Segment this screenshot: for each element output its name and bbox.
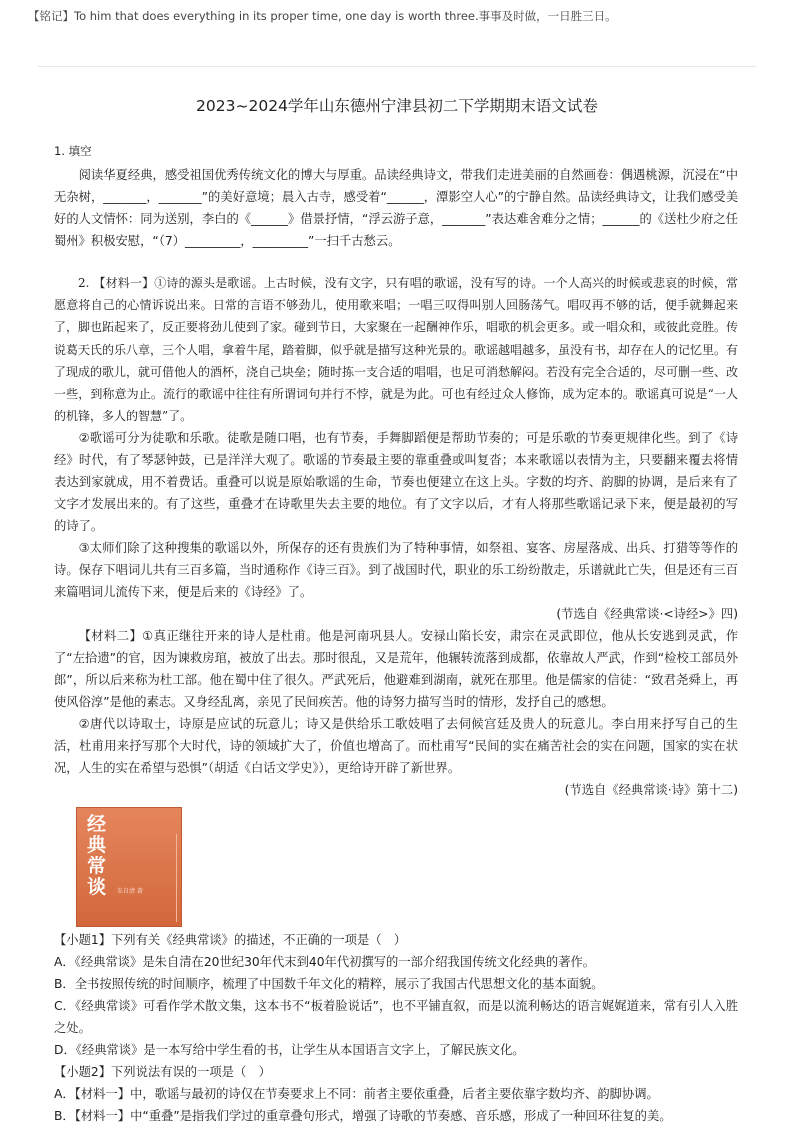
material-1-paragraph-1: 2. 【材料一】①诗的源头是歌谣。上古时候，没有文字，只有唱的歌谣，没有写的诗。一个人高兴的时候或悲哀的时候，常愿意将自己的心情诉说出来。日常的言语不够劲儿，使用歌来唱；一唱三叹得叫别人回肠荡气。唱叹再不够的话，便手就舞起来了，脚也跖起来了，反正要将劲儿使到了家。碰到节日，大家聚在一起酬神作乐，唱歌的机会更多。或一唱众和，或彼此竞胜。传说葛天氏的乐八章，三个人唱，拿着牛尾，踏着脚，似乎就是描写这种光景的。歌谣越唱越多，虽没有书，却存在人的记忆里。有了现成的歌儿，就可借他人的酒杯，浇自己块垒；随时拣一支合适的唱唱，也足可消愁解闷。若没有完全合适的，尽可删一些、改一些，到称意为止。流行的歌谣中往往有所谓词句并行不悖，就是为此。可也有经过众人修饰，成为定本的。歌谣真可说是“一人的机锋，多人的智慧”了。 [54,276,739,424]
subquestion-1-stem: 【小题1】下列有关《经典常谈》的描述，不正确的一项是（ ） [54,933,407,948]
subquestion-2-option-a: A．【材料一】中，歌谣与最初的诗仅在节奏要求上不同：前者主要依重叠，后者主要依靠字数均齐、韵脚协调。 [54,1087,659,1102]
book-cover-author: 朱自清 著 [117,888,143,896]
subquestion-2-stem: 【小题2】下列说法有误的一项是（ ） [54,1065,271,1080]
material-2-paragraph-1: 【材料二】①真正继往开来的诗人是杜甫。他是河南巩县人。安禄山陷长安，肃宗在灵武即位，他从长安逃到灵武，作了“左拾遗”的官，因为谏救房琯，被放了出去。那时很乱，又是荒年，他辗转流落到成都，依靠故人严武，作到“检校工部员外郎”，所以后来称为杜工部。他在蜀中住了很久。严武死后，他避难到湖南，就死在那里。他是儒家的信徒：“致君尧舜上，再使风俗淳”是他的素志。又身经乱离，亲见了民间疾苦。他的诗努力描写当时的情形，发抒自己的感想。 [54,629,738,710]
subquestion-1-option-b: B．全书按照传统的时间顺序，梳理了中国数千年文化的精粹，展示了我国古代思想文化的基本面貌。 [54,977,604,992]
subquestion-2-option-b: B．【材料一】中“重叠”是指我们学过的重章叠句形式，增强了诗歌的节奏感、音乐感，形成了一种回环往复的美。 [54,1109,672,1124]
book-cover-title: 经典常谈 [87,813,107,899]
subquestion-1 [54,929,738,1061]
subquestion-1-option-c: C．《经典常谈》可看作学术散文集，这本书不“板着脸说话”，也不平铺直叙，而是以流利畅达的语言娓娓道来，常有引人入胜之处。 [54,999,738,1036]
question-1-number: 1. 填空 [54,144,92,158]
page-title: 2023~2024学年山东德州宁津县初二下学期期末语文试卷 [196,97,598,115]
exam-content [54,140,738,1127]
material-2-source: (节选自《经典常谈·诗》第十二) [564,783,738,798]
material-1-paragraph-3: ③太师们除了这种搜集的歌谣以外，所保存的还有贵族们为了特种事情，如祭祖、宴客、房屋落成、出兵、打猎等等作的诗。保存下唱词儿共有三百多篇，当时通称作《诗三百》。到了战国时代，职业的乐工纷纷散走，乐谱就此亡失，但是还有三百来篇唱词儿流传下来，便是后来的《诗经》了。 [54,541,738,600]
book-cover-image [76,807,182,927]
subquestion-2 [54,1061,738,1127]
question-1-text: 阅读华夏经典，感受祖国优秀传统文化的博大与厚重。品读经典诗文，带我们走进美丽的自然画卷：偶遇桃源，沉浸在“中无杂树，_______，_______”的美好意境；晨入古寺，感受着“______，潭影空人心”的宁静自然。品读经典诗文，让我们感受美好的人文情怀：同为送别，李白的《______》借景抒情，“浮云游子意，_______”表达难舍难分之情；______的《送杜少府之任蜀州》积极安慰，“（7）_________，_________”一扫千古愁云。 [54,168,738,248]
material-2-paragraph-2: ②唐代以诗取士，诗原是应试的玩意儿；诗又是供给乐工歌妓唱了去伺候宫廷及贵人的玩意儿。李白用来抒写自己的生活，杜甫用来抒写那个大时代，诗的领域扩大了，价值也增高了。而杜甫写“民间的实在痛苦社会的实在问题，国家的实在状况，人生的实在希望与恐惧”（胡适《白话文学史》），更给诗开辟了新世界。 [54,717,738,776]
book-cover-stripe [176,834,177,922]
material-1-source: (节选自《经典常谈·<诗经>》四) [556,607,738,622]
header-motto: 【铭记】To him that does everything in its proper time, one day is worth three.事事及时做，一日胜三日。 [28,9,617,23]
material-1-paragraph-2: ②歌谣可分为徒歌和乐歌。徒歌是随口唱，也有节奏，手舞脚蹈便是帮助节奏的；可是乐歌的节奏更规律化些。到了《诗经》时代，有了琴瑟钟鼓，已是洋洋大观了。歌谣的节奏最主要的靠重叠或叫复沓；本来歌谣以表情为主，只要翻来覆去将情表达到家就成，用不着费话。重叠可以说是原始歌谣的生命，节奏也便建立在这上头。字数的均齐、韵脚的协调，是后来有了文字才发展出来的。有了这些，重叠才在诗歌里失去主要的地位。有了文字以后，才有人将那些歌谣记录下来，便是最初的写的诗了。 [54,431,738,534]
header-divider [38,66,756,67]
subquestion-1-option-a: A．《经典常谈》是朱自清在20世纪30年代末到40年代初撰写的一部介绍我国传统文化经典的著作。 [54,955,596,970]
subquestion-1-option-d: D．《经典常谈》是一本写给中学生看的书，让学生从本国语言文字上，了解民族文化。 [54,1043,525,1058]
